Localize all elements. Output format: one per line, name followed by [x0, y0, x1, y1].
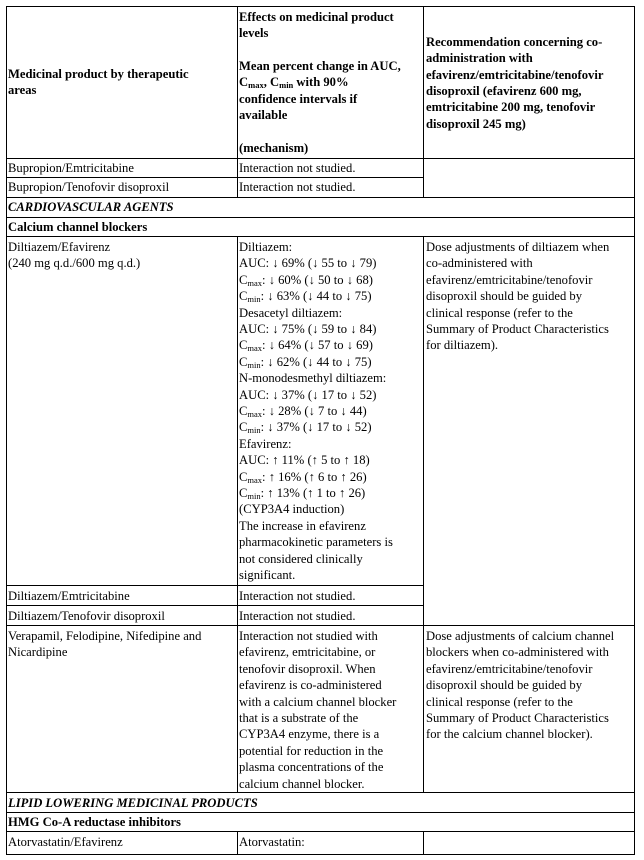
- subsection-heading-calcium-channel-blockers: Calcium channel blockers: [8, 220, 148, 234]
- col-divider-2: [423, 832, 424, 855]
- cell-line: plasma concentrations of the: [239, 760, 384, 775]
- cell-line: $C_{max}$: ↑ 16% (↑ 6 to ↑ 26): [239, 469, 367, 485]
- cell-line: Efavirenz:: [239, 436, 292, 451]
- header-line: efavirenz/emtricitabine/tenofovir: [426, 68, 604, 82]
- cell-line: $C_{max}$: ↓ 60% (↓ 50 to ↓ 68): [239, 272, 373, 288]
- cell-line: Desacetyl diltiazem:: [239, 305, 343, 320]
- row-effect-diltiazem-emtricitabine: Interaction not studied.: [239, 589, 356, 603]
- table-border-left: [6, 6, 7, 855]
- table-border-top: [6, 6, 635, 7]
- row-divider: [6, 177, 424, 178]
- cell-line: AUC: ↓ 37% (↓ 17 to ↓ 52): [239, 387, 377, 402]
- row-divider: [6, 831, 635, 832]
- header-mechanism: (mechanism): [239, 141, 309, 155]
- header-line: disoproxil (efavirenz 600 mg,: [426, 84, 582, 98]
- cell-line: not considered clinically: [239, 551, 363, 566]
- row-effect-bupropion-tenofovir: Interaction not studied.: [239, 180, 356, 194]
- cell-line: The increase in efavirenz: [239, 518, 366, 533]
- cell-line: $C_{max}$, $C_{min}$ with 90%: [239, 75, 349, 91]
- cell-line: for diltiazem).: [426, 338, 499, 353]
- header-line: areas: [8, 83, 37, 97]
- cell-line: for the calcium channel blocker).: [426, 727, 593, 742]
- header-line: disoproxil 245 mg): [426, 117, 526, 131]
- row-divider: [6, 812, 635, 813]
- cell-line: Diltiazem:: [239, 240, 293, 254]
- cell-line: efavirenz is co-administered: [239, 678, 382, 693]
- cell-line: that is a substrate of the: [239, 711, 359, 725]
- cell-line: AUC: ↓ 75% (↓ 59 to ↓ 84): [239, 322, 377, 336]
- cell-line: pharmacokinetic parameters is: [239, 535, 393, 550]
- cell-line: N-monodesmethyl diltiazem:: [239, 371, 387, 386]
- row-product-bupropion-tenofovir: Bupropion/Tenofovir disoproxil: [8, 180, 170, 194]
- cell-line: efavirenz, emtricitabine, or: [239, 645, 376, 660]
- cell-line: $C_{min}$: ↓ 37% (↓ 17 to ↓ 52): [239, 420, 372, 436]
- row-effect-bupropion-emtricitabine: Interaction not studied.: [239, 161, 356, 175]
- cell-line: Summary of Product Characteristics: [426, 322, 609, 336]
- cell-line: $C_{min}$: ↑ 13% (↑ 1 to ↑ 26): [239, 486, 366, 501]
- cell-line: Interaction not studied with: [239, 629, 378, 643]
- cell-line: disoproxil should be guided by: [426, 289, 583, 304]
- cell-line: efavirenz/emtricitabine/tenofovir: [426, 272, 593, 287]
- cell-line: Mean percent change in AUC,: [239, 59, 401, 73]
- header-line: Effects on medicinal product: [239, 10, 394, 24]
- header-line: levels: [239, 26, 269, 40]
- header-line: administration with: [426, 51, 533, 65]
- row-divider: [6, 197, 635, 198]
- col-divider-2: [423, 237, 424, 793]
- row-divider: [6, 625, 635, 626]
- cell-line: clinical response (refer to the: [426, 305, 573, 320]
- row-divider: [6, 605, 424, 606]
- cell-line: $C_{min}$: ↓ 62% (↓ 44 to ↓ 75): [239, 354, 372, 370]
- subsection-heading-hmg-coa: HMG Co-A reductase inhibitors: [8, 815, 181, 829]
- cell-line: $C_{min}$: ↓ 63% (↓ 44 to ↓ 75): [239, 289, 372, 305]
- row-product-diltiazem-efavirenz: Diltiazem/Efavirenz: [8, 240, 111, 254]
- cell-line: $C_{max}$: ↓ 28% (↓ 7 to ↓ 44): [239, 404, 367, 419]
- col-divider-1: [237, 6, 238, 198]
- row-divider: [6, 236, 635, 237]
- col-divider-1: [237, 237, 238, 793]
- cell-line: co-administered with: [426, 256, 533, 271]
- row-effect-atorvastatin-efavirenz: Atorvastatin:: [239, 835, 305, 849]
- cell-line: Dose adjustments of calcium channel: [426, 629, 615, 643]
- cell-line: potential for reduction in the: [239, 743, 384, 758]
- row-product-diltiazem-emtricitabine: Diltiazem/Emtricitabine: [8, 589, 130, 603]
- cell-line: tenofovir disoproxil. When: [239, 661, 376, 676]
- cell-line: available: [239, 108, 288, 123]
- table-border-bottom: [6, 854, 635, 855]
- cell-line: with a calcium channel blocker: [239, 694, 397, 709]
- row-divider: [6, 158, 635, 159]
- row-effect-diltiazem-tenofovir: Interaction not studied.: [239, 609, 356, 623]
- col-divider-1: [237, 832, 238, 855]
- cell-line: clinical response (refer to the: [426, 694, 573, 709]
- row-product-verapamil: Nicardipine: [8, 645, 68, 659]
- row-divider: [6, 792, 635, 793]
- cell-line: significant.: [239, 568, 296, 582]
- section-heading-lipid-lowering: LIPID LOWERING MEDICINAL PRODUCTS: [8, 796, 258, 810]
- row-product-bupropion-emtricitabine: Bupropion/Emtricitabine: [8, 161, 134, 175]
- row-divider: [6, 217, 635, 218]
- cell-line: disoproxil should be guided by: [426, 678, 583, 693]
- col-divider-2: [423, 6, 424, 198]
- cell-line: confidence intervals if: [239, 91, 358, 106]
- cell-line: AUC: ↓ 69% (↓ 55 to ↓ 79): [239, 256, 377, 271]
- cell-line: (CYP3A4 induction): [239, 502, 345, 517]
- row-product-diltiazem-efavirenz-dose: (240 mg q.d./600 mg q.d.): [8, 256, 141, 270]
- cell-line: efavirenz/emtricitabine/tenofovir: [426, 661, 593, 676]
- row-product-atorvastatin-efavirenz: Atorvastatin/Efavirenz: [8, 835, 123, 849]
- row-divider: [6, 585, 424, 586]
- table-border-right: [634, 6, 635, 855]
- row-product-diltiazem-tenofovir: Diltiazem/Tenofovir disoproxil: [8, 609, 165, 623]
- cell-line: CYP3A4 enzyme, there is a: [239, 727, 380, 742]
- cell-line: Summary of Product Characteristics: [426, 711, 609, 725]
- cell-line: blockers when co-administered with: [426, 645, 609, 660]
- cell-line: AUC: ↑ 11% (↑ 5 to ↑ 18): [239, 453, 370, 468]
- section-heading-cardiovascular: CARDIOVASCULAR AGENTS: [8, 200, 174, 214]
- cell-line: calcium channel blocker.: [239, 776, 365, 791]
- header-line: emtricitabine 200 mg, tenofovir: [426, 100, 596, 114]
- header-line: Recommendation concerning co-: [426, 35, 603, 49]
- cell-line: $C_{max}$: ↓ 64% (↓ 57 to ↓ 69): [239, 338, 373, 354]
- row-product-verapamil: Verapamil, Felodipine, Nifedipine and: [8, 629, 202, 643]
- cell-line: Dose adjustments of diltiazem when: [426, 240, 610, 254]
- header-line: Medicinal product by therapeutic: [8, 67, 189, 81]
